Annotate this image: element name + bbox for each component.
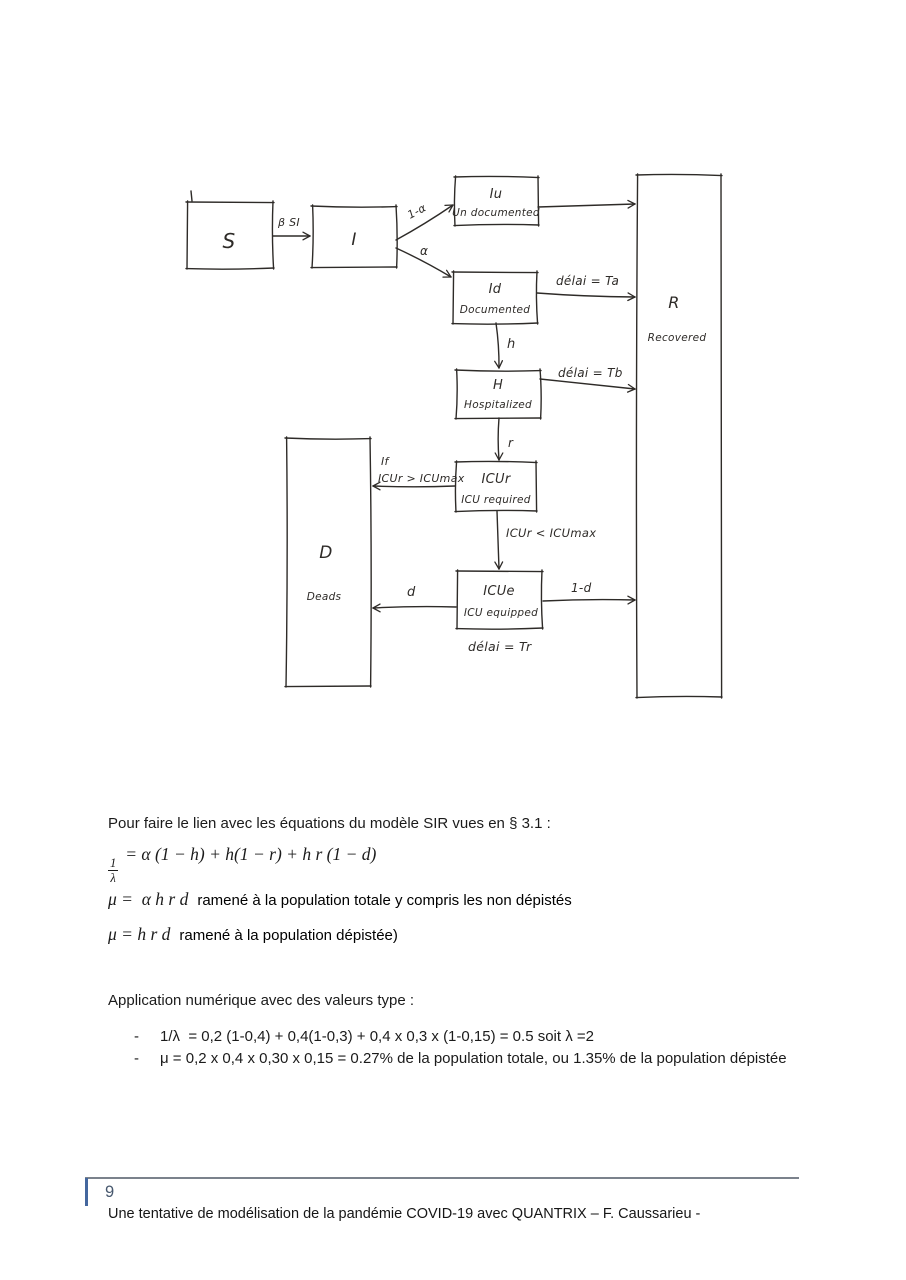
node-subtitle: Un documented [452, 207, 540, 219]
sketch-stroke [373, 607, 456, 608]
edge-label: d [407, 585, 416, 600]
node-title: H [492, 378, 504, 393]
node-title: S [222, 229, 236, 253]
sketch-stroke [285, 686, 371, 687]
bullet-marker: - [134, 1050, 139, 1067]
node-subtitle: Recovered [647, 332, 707, 344]
edge-label: α [420, 244, 429, 258]
edge-label: 1-α [405, 201, 429, 222]
sketch-stroke [311, 206, 397, 207]
sketch-stroke [541, 570, 542, 629]
edge [495, 511, 596, 569]
edge-label: ICUr > ICUmax [378, 472, 465, 485]
node-title: R [668, 293, 680, 312]
equation-mu-depistee-text: ramené à la population dépistée) [179, 927, 398, 944]
node-subtitle: Documented [459, 304, 531, 316]
node-title: ICUe [483, 584, 515, 599]
sketch-stroke [455, 418, 541, 419]
sketch-stroke [456, 571, 543, 572]
sketch-stroke [456, 628, 543, 629]
fraction-numerator: 1 [110, 855, 117, 870]
edge [495, 418, 514, 460]
bullet-text-lambda: 1/λ = 0,2 (1-0,4) + 0,4(1-0,3) + 0,4 x 0,3 x (1-0,15) = 0.5 soit λ =2 [160, 1028, 594, 1045]
sketch-stroke [186, 202, 274, 203]
bullet-item-mu [134, 1048, 787, 1070]
sketch-stroke [454, 176, 539, 177]
edge-label: If [381, 455, 389, 468]
node-subtitle: ICU equipped [463, 607, 539, 619]
equation-mu-total-text: ramené à la population totale y compris les non dépistés [197, 892, 572, 909]
node-Id [452, 271, 538, 324]
sketch-stroke [496, 323, 499, 368]
sketch-stroke [456, 369, 457, 419]
sketch-stroke [721, 174, 722, 698]
sketch-stroke [452, 272, 538, 273]
arrowhead-icon [373, 608, 380, 612]
edge [396, 201, 453, 240]
edge [543, 581, 635, 604]
node-Iu [452, 176, 540, 226]
application-heading: Application numérique avec des valeurs type : [108, 992, 415, 1009]
equation-mu-total-math: μ = α h r d [108, 889, 189, 909]
arrowhead-icon [628, 389, 635, 392]
node-subtitle: Hospitalized [464, 399, 532, 411]
equation-lambda-rhs: = α (1 − h) + h(1 − r) + h r (1 − d) [125, 844, 377, 864]
sketch-stroke [636, 696, 722, 697]
edge-label: délai = Ta [556, 274, 620, 288]
sketch-stroke [272, 201, 273, 269]
equation-lambda-math [108, 844, 377, 885]
node-H [455, 369, 541, 419]
sketch-stroke [537, 293, 635, 297]
sketch-stroke [370, 437, 371, 687]
application-bullet-list [134, 1026, 787, 1070]
node-title: Iu [489, 187, 503, 202]
node-subtitle: Deads [306, 591, 342, 603]
sketch-stroke [536, 461, 537, 512]
node-subtitle: ICU required [461, 494, 531, 506]
sketch-stroke [455, 461, 456, 512]
edge [537, 274, 635, 301]
edge-label: r [508, 436, 514, 450]
sketch-stroke [636, 174, 637, 698]
footer-accent-bar [85, 1178, 88, 1206]
sketch-stroke [536, 271, 537, 324]
node-R [636, 174, 722, 698]
node-ICUr [455, 461, 537, 512]
sketch-stroke [396, 205, 397, 268]
equation-mu-total [108, 889, 572, 910]
footer-rule [85, 1177, 799, 1179]
sketch-stroke [453, 271, 454, 324]
node-title: D [319, 543, 333, 563]
sketch-stroke [373, 486, 455, 487]
fraction-denominator: λ [110, 870, 116, 885]
sketch-stroke [286, 437, 287, 687]
sketch-stroke [187, 201, 188, 269]
intro-paragraph: Pour faire le lien avec les équations du modèle SIR vues en § 3.1 : [108, 815, 551, 832]
edge [396, 244, 451, 277]
bullet-marker: - [134, 1028, 139, 1045]
sketch-stroke [538, 204, 635, 207]
edge-label: β SI [278, 216, 300, 229]
sketch-stroke [311, 267, 397, 268]
node-I [311, 205, 397, 268]
node-S [186, 201, 274, 269]
edge [538, 200, 635, 208]
node-title: ICUr [481, 472, 511, 487]
sketch-stroke [543, 600, 635, 601]
edge [495, 323, 516, 368]
sketch-stroke [455, 370, 541, 371]
edge-label: délai = Tb [558, 366, 623, 380]
sir-flow-diagram [165, 155, 785, 715]
edge [273, 216, 310, 240]
node-title: I [351, 230, 357, 250]
node-title: Id [488, 282, 502, 297]
edge-label: 1-d [571, 581, 592, 595]
page-number: 9 [105, 1183, 115, 1201]
edge [540, 366, 635, 392]
equation-lambda [108, 844, 376, 885]
node-D [285, 437, 371, 687]
sketch-stroke [540, 369, 541, 419]
sketch-stroke [452, 323, 538, 324]
equation-mu-depistee-math: μ = h r d [108, 924, 171, 944]
sketch-stroke [285, 438, 371, 439]
equation-mu-depistee [108, 924, 398, 945]
sketch-stroke [457, 570, 458, 629]
sketch-stroke [454, 224, 539, 225]
bullet-item-lambda [134, 1026, 787, 1048]
sketch-stroke [540, 379, 635, 389]
sketch-stroke [191, 191, 192, 201]
edge-label: h [507, 337, 516, 352]
sketch-stroke [636, 174, 722, 175]
edge-label: ICUr < ICUmax [506, 526, 597, 540]
footer-title: Une tentative de modélisation de la pandémie COVID-19 avec QUANTRIX – F. Caussarieu - [108, 1206, 701, 1222]
sketch-stroke [312, 205, 313, 268]
sketch-stroke [498, 418, 499, 460]
arrowhead-icon [499, 453, 503, 460]
bullet-text-mu: μ = 0,2 x 0,4 x 0,30 x 0,15 = 0.27% de la population totale, ou 1.35% de la population dépistée [160, 1050, 787, 1067]
node-ICUe [456, 570, 543, 629]
edge-label: délai = Tr [468, 639, 532, 654]
edge [373, 585, 456, 612]
sketch-stroke [455, 510, 537, 511]
sketch-stroke [186, 268, 274, 269]
fraction-one-over-lambda [108, 856, 118, 885]
sketch-stroke [497, 511, 499, 569]
sketch-stroke [455, 461, 537, 462]
